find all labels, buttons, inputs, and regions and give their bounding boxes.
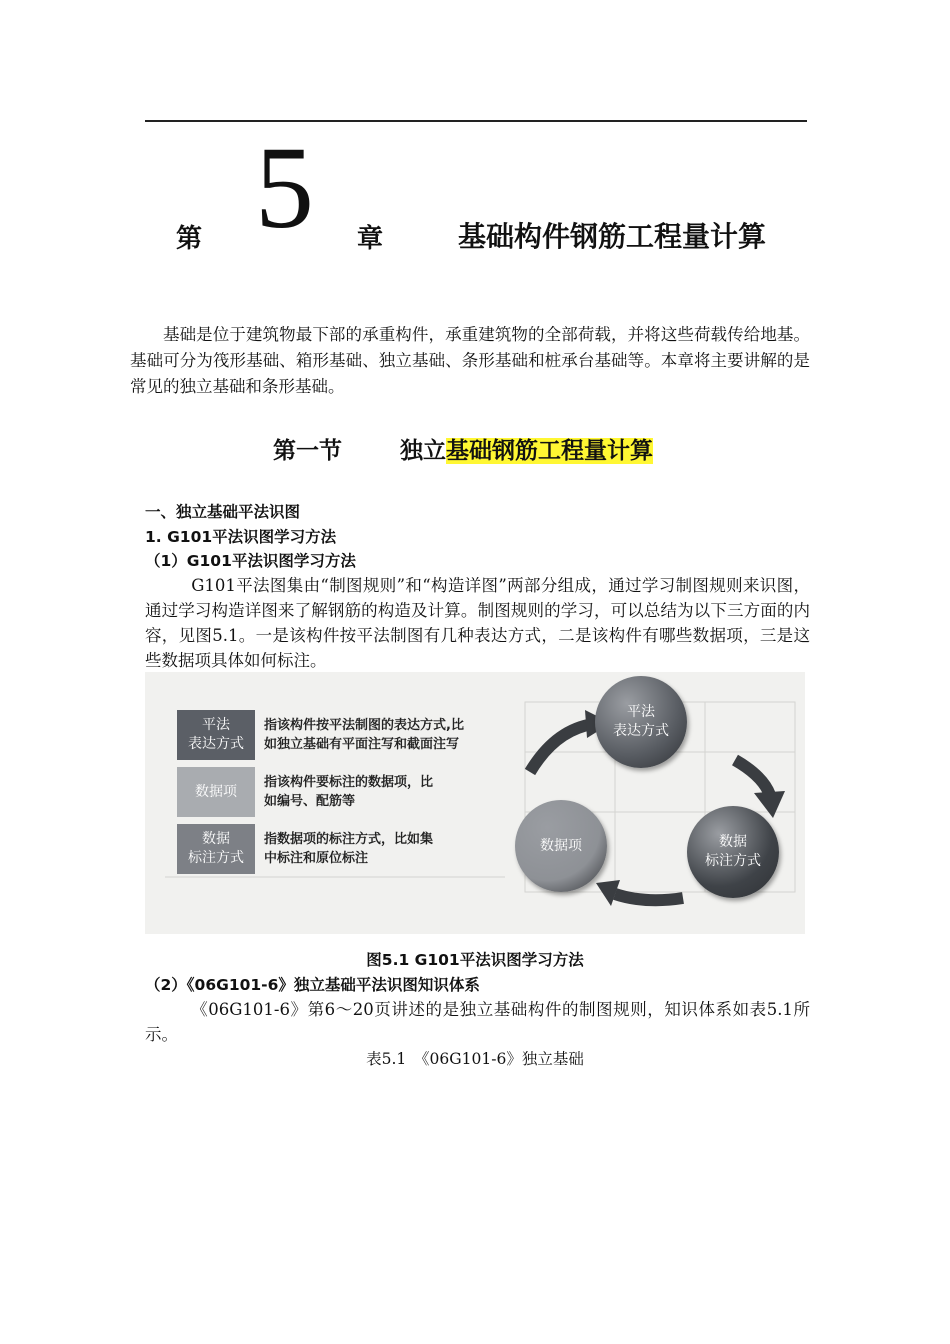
heading-level1: 一、独立基础平法识图: [145, 503, 301, 521]
chapter-number: 5: [255, 122, 314, 253]
heading-level2: 1. G101平法识图学习方法: [145, 528, 337, 546]
paragraph-knowledge: 《06G101-6》第6～20页讲述的是独立基础构件的制图规则，知识体系如表5.1所示。: [145, 1000, 810, 1044]
table-caption: 表5.1 《06G101-6》独立基础: [366, 1050, 584, 1068]
cycle-circle-data-items: 数据项: [515, 800, 607, 892]
section-name-highlight: 基础钢筋工程量计算: [446, 438, 653, 464]
figure-caption: 图5.1 G101平法识图学习方法: [366, 951, 584, 969]
chapter-title: 基础构件钢筋工程量计算: [458, 220, 767, 253]
cycle-circle-expression: 平法 表达方式: [595, 676, 687, 768]
arrow-bottom: [615, 894, 683, 900]
heading-level3: （1）G101平法识图学习方法: [145, 552, 356, 570]
figure-row-expression: [177, 710, 487, 760]
figure-5-1: [145, 672, 805, 934]
row-label: 数据项: [177, 767, 255, 817]
section-name: [400, 432, 653, 465]
row-description: 指该构件按平法制图的表达方式,比 如独立基础有平面注写和截面注写: [264, 718, 464, 752]
chapter-suffix: 章: [357, 224, 384, 254]
row-label: 数据 标注方式: [177, 824, 255, 874]
row-description: 指该构件要标注的数据项，比 如编号、配筋等: [264, 775, 434, 809]
row-label: 平法 表达方式: [177, 710, 255, 760]
top-rule: [145, 120, 807, 122]
intro-paragraph: 基础是位于建筑物最下部的承重构件，承重建筑物的全部荷载，并将这些荷载传给地基。基础可分为筏形基础、箱形基础、独立基础、条形基础和桩承台基础等。本章将主要讲解的是常见的独立基础和条形基础。: [130, 325, 810, 396]
arrow-right: [735, 760, 770, 795]
row-description: 指数据项的标注方式，比如集 中标注和原位标注: [264, 832, 434, 866]
heading-level3-knowledge: （2）《06G101-6》独立基础平法识图知识体系: [145, 976, 480, 994]
paragraph-method: G101平法图集由“制图规则”和“构造详图”两部分组成，通过学习制图规则来识图，通过学习构造详图来了解钢筋的构造及计算。制图规则的学习，可以总结为以下三方面的内容，见图5.1。一是该构件按平法制图有几种表达方式，二是该构件有哪些数据项，三是这些数据项具体如何标注。: [145, 576, 810, 670]
figure-row-annotation: [177, 824, 487, 874]
arrow-top-left: [530, 724, 593, 772]
section-name-plain: 独立: [400, 438, 446, 464]
cycle-circle-annotation: 数据 标注方式: [687, 806, 779, 898]
figure-row-data-items: [177, 767, 487, 817]
chapter-prefix: 第: [176, 224, 203, 254]
section-number: 第一节: [273, 438, 342, 464]
